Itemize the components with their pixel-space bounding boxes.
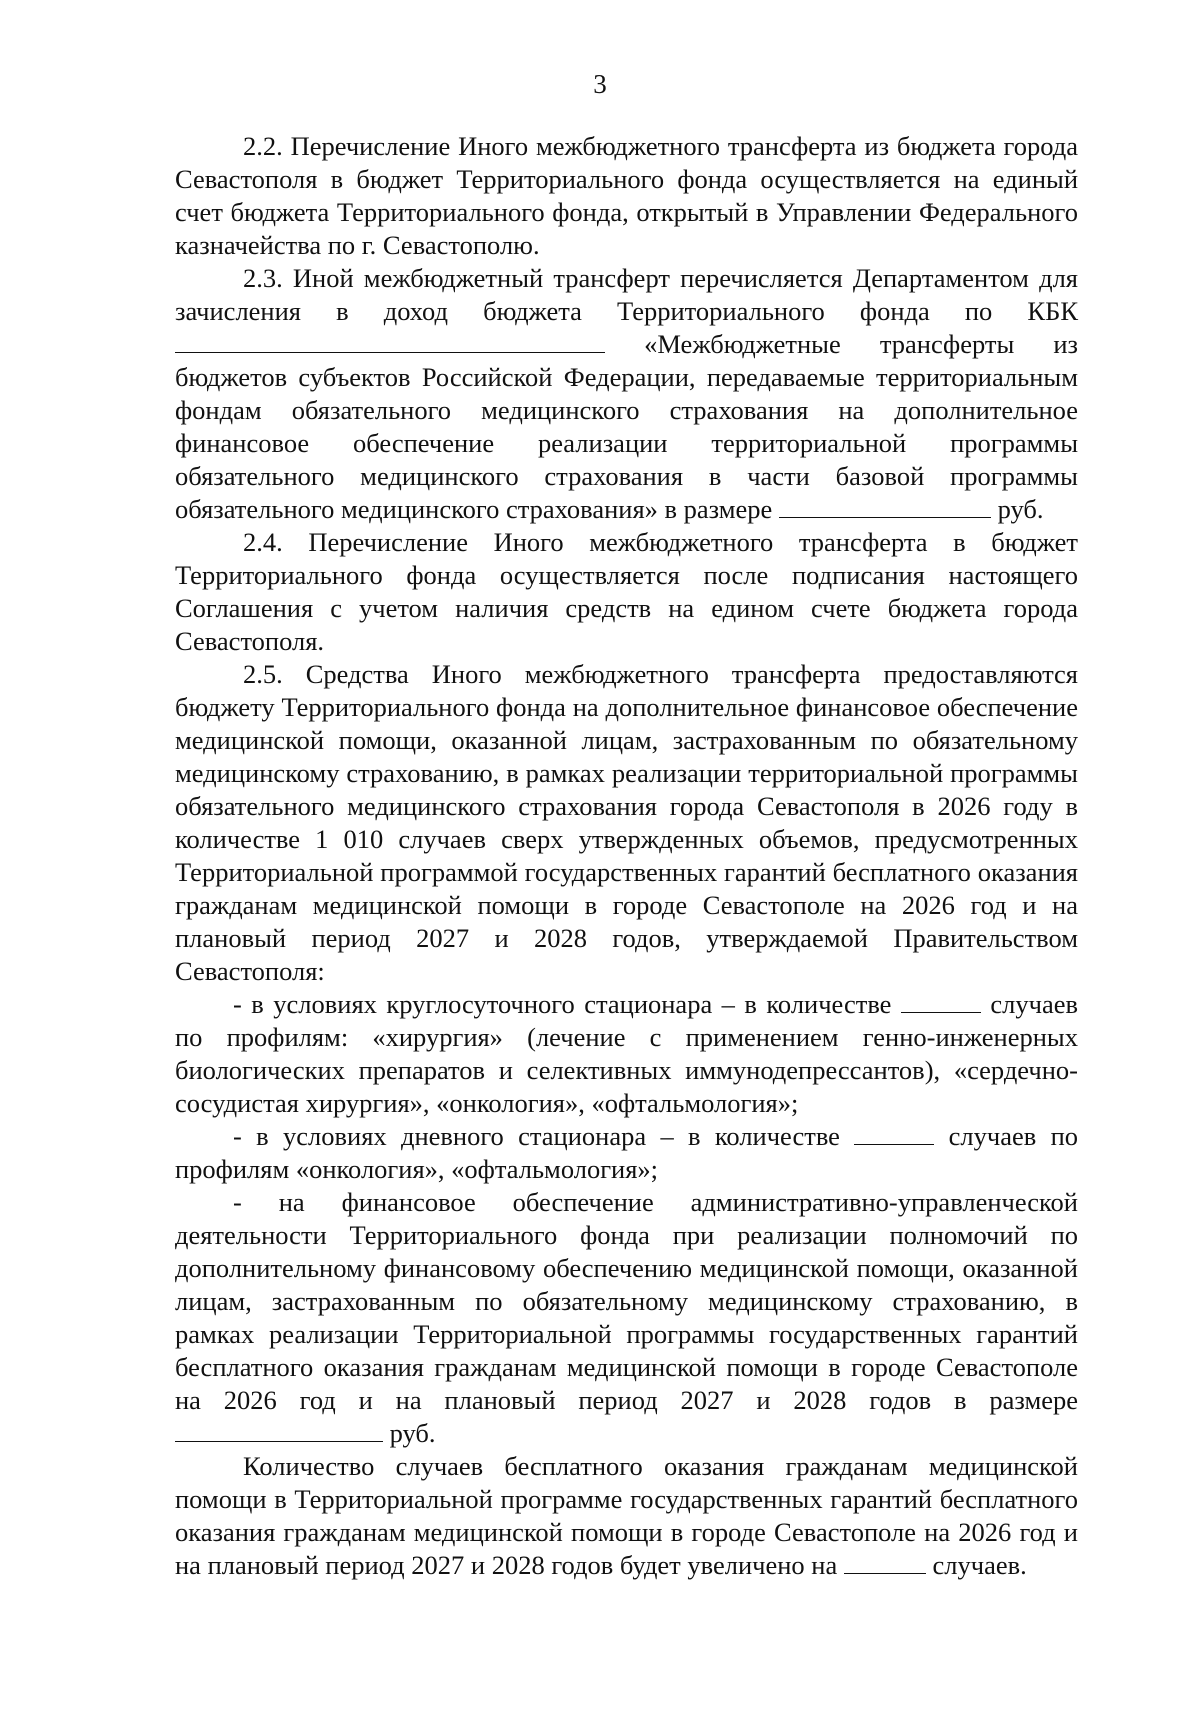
paragraph-2-3 [175,262,1078,526]
bullet-round-the-clock-hospital [175,988,1078,1120]
day-hospital-cases-blank-field [854,1122,934,1145]
bullet-2-lead-text: - в условиях дневного стационара – в количестве [233,1121,840,1151]
bullet-2-body-text: случаев по профилям «онкология», «офтальмология»; [175,1121,1079,1184]
kbk-blank-field [175,330,605,353]
document-body [175,130,1078,1582]
transfer-amount-unit: руб. [997,494,1044,524]
paragraph-2-3-body-text: «Межбюджетные трансферты из бюджетов субъектов Российской Федерации, передаваемые территориальным фондам обязательного медицинского страхования на дополнительное финансовое обеспечение реализации территориальной программы обязательного медицинского страхования в части базовой программы обязательного медицинского страхования» в размере [175,329,1078,524]
bullet-3-text: - на финансовое обеспечение административно-управленческой деятельности Территориального фонда при реализации полномочий по дополнительному финансовому обеспечению медицинской помощи, оказанной лицам, застрахованным по обязательному медицинскому страхованию, в рамках реализации Территориальной программы государственных гарантий бесплатного оказания гражданам медицинской помощи в городе Севастополе на 2026 год и на плановый период 2027 и 2028 годов в размере [175,1187,1078,1415]
bullet-1-body-text: случаев по профилям: «хирургия» (лечение с применением генно-инженерных биологических препаратов и селективных иммунодепрессантов), «сердечно-сосудистая хирургия», «онкология», «офтальмология»; [175,989,1079,1118]
paragraph-2-5 [175,658,1078,988]
page-number: 3 [593,69,607,99]
paragraph-2-3-lead-text: 2.3. Иной межбюджетный трансферт перечисляется Департаментом для зачисления в доход бюджета Территориального фонда по КБК [175,263,1078,326]
paragraph-2-5-text: 2.5. Средства Иного межбюджетного трансферта предоставляются бюджету Территориального фонда на дополнительное финансовое обеспечение медицинской помощи, оказанной лицам, застрахованным по обязательному медицинскому страхованию, в рамках реализации территориальной программы обязательного медицинского страхования города Севастополя в 2026 году в количестве 1 010 случаев сверх утвержденных объемов, предусмотренных Территориальной программой государственных гарантий бесплатного оказания гражданам медицинской помощи в городе Севастополе на 2026 год и на плановый период 2027 и 2028 годов, утверждаемой Правительством Севастополя: [175,659,1078,986]
paragraph-2-2-text: 2.2. Перечисление Иного межбюджетного трансферта из бюджета города Севастополя в бюджет Территориального фонда осуществляется на единый счет бюджета Территориального фонда, открытый в Управлении Федерального казначейства по г. Севастополю. [175,131,1078,260]
transfer-amount-blank-field [779,495,991,518]
total-cases-unit: случаев. [932,1550,1027,1580]
bullet-1-lead-text: - в условиях круглосуточного стационара – в количестве [233,989,892,1019]
bullet-day-hospital [175,1120,1078,1186]
bullet-administrative-funding [175,1186,1078,1450]
paragraph-2-2 [175,130,1078,262]
administrative-amount-blank-field [175,1419,383,1442]
total-cases-text: Количество случаев бесплатного оказания гражданам медицинской помощи в Территориальной программе государственных гарантий бесплатного оказания гражданам медицинской помощи в городе Севастополе на 2026 год и на плановый период 2027 и 2028 годов будет увеличено на [175,1451,1078,1580]
paragraph-2-4 [175,526,1078,658]
administrative-amount-unit: руб. [389,1418,436,1448]
total-cases-blank-field [844,1551,926,1574]
paragraph-2-4-text: 2.4. Перечисление Иного межбюджетного трансферта в бюджет Территориального фонда осуществляется после подписания настоящего Соглашения с учетом наличия средств на едином счете бюджета города Севастополя. [175,527,1078,656]
round-the-clock-cases-blank-field [901,990,981,1013]
paragraph-total-cases [175,1450,1078,1582]
